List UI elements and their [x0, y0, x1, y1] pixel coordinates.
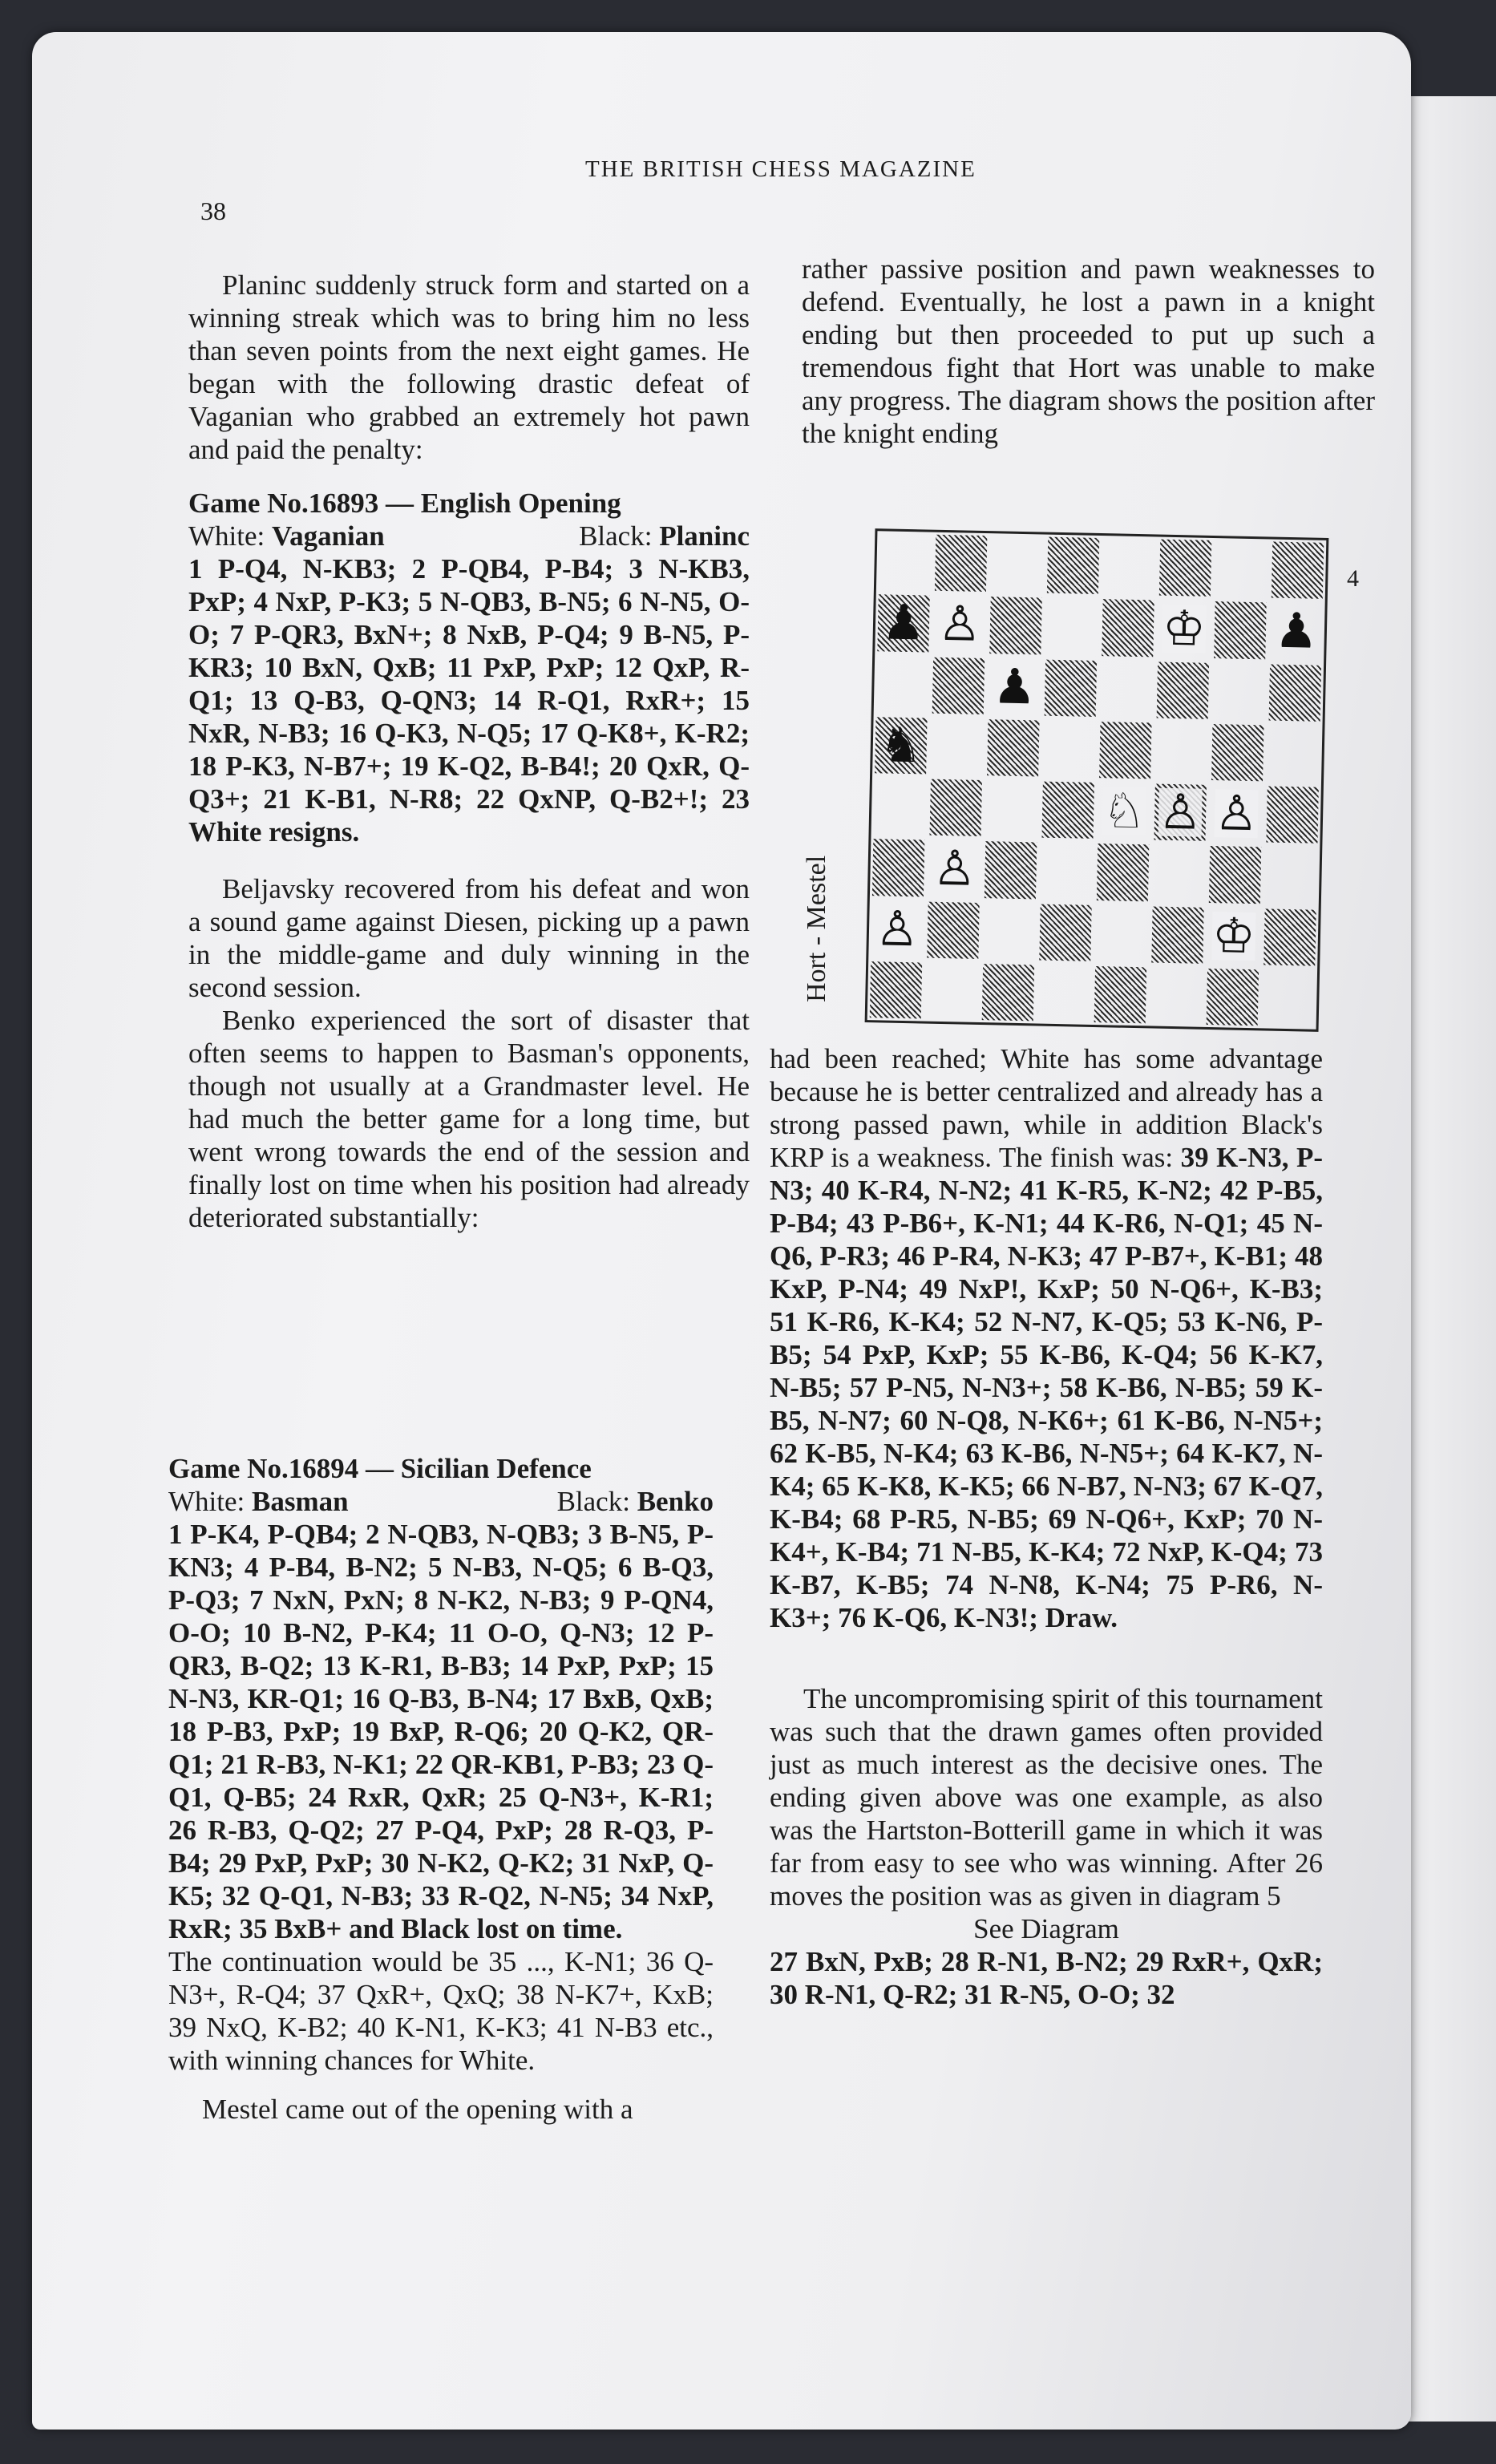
black-pawn-icon: ♟: [881, 594, 926, 652]
left-column-lower: [168, 1431, 714, 2126]
board-square: [1148, 965, 1206, 1027]
board-square: [983, 778, 1041, 840]
game-16893: [188, 487, 750, 848]
board-square: [1205, 904, 1263, 967]
white-knight-icon: ♘: [1102, 783, 1146, 840]
board-square: [1265, 722, 1323, 785]
white-pawn-icon: ♙: [1158, 783, 1203, 841]
board-square: [1263, 845, 1320, 908]
advantage-paragraph: had been reached; White has some advantage because he is better centralized and already has a strong passed pawn, while in addition Black's KRP is a weakness. The finish was: 39 K-N3, P-N3; 40 K-R4, N-N2; 41 K-R5, K-N2; 42 P-B5, P-B4; 43 P-B6+, K-N1; 44 K-R6, N-Q1; 45 N-Q6, P-R3; 46 P-R4, N-K3; 47 P-B7+, K-B1; 48 KxP, P-N4; 49 NxP!, KxP; 50 N-Q6+, K-B3; 51 K-R6, K-K4; 52 N-N7, K-Q5; 53 K-N6, P-B5; 54 PxP, KxP; 55 K-B6, K-Q4; 56 K-K7, N-B5; 57 P-N5, N-N3+; 58 K-B6, N-B5; 59 K-B5, N-N7; 60 N-Q8, N-K6+; 61 K-B6, N-N5+; 62 K-B5, N-K4; 63 K-B6, N-N5+; 64 K-K7, N-K4; 65 K-K8, K-K5; 66 N-B7, N-N3; 67 K-Q7, K-B4; 68 P-R5, N-B5; 69 N-Q6+, KxP; 70 N-K4+, K-B4; 71 N-B5, K-K4; 72 NxP, K-Q4; 73 K-B7, K-B5; 74 N-N8, K-N4; 75 P-R6, N-K3+; 76 K-Q6, K-N3!; Draw.: [770, 1043, 1323, 1633]
black-pawn-icon: ♟: [992, 657, 1037, 716]
white-pawn-icon: ♙: [937, 596, 982, 653]
board-square: [980, 900, 1038, 963]
white-king-icon: ♔: [1162, 601, 1207, 658]
board-square: [986, 656, 1044, 718]
board-square: [1095, 780, 1153, 843]
see-diagram-label: See Diagram: [973, 1913, 1119, 1944]
board-square: [1268, 601, 1325, 663]
board-square: [989, 597, 1041, 654]
board-square: [1211, 660, 1268, 722]
board-square: [1041, 782, 1094, 840]
board-square: [1213, 538, 1271, 601]
right-column-lower: [770, 1042, 1323, 2011]
mestel-paragraph: Mestel came out of the opening with a: [202, 2094, 633, 2125]
board-square: [1047, 537, 1099, 595]
white-king-icon: ♔: [1211, 907, 1256, 965]
left-column: [188, 269, 750, 1234]
board-square: [1154, 784, 1206, 842]
hartston-moves: 27 BxN, PxB; 28 R-N1, B-N2; 29 RxR+, QxR; 30 R-N1, Q-R2; 31 R-N5, O-O; 32: [770, 1946, 1323, 2010]
black-player: Black: Planinc: [579, 520, 750, 552]
board-square: [1153, 720, 1211, 783]
game-moves: 1 P-Q4, N-KB3; 2 P-QB4, P-B4; 3 N-KB3, PxP; 4 NxP, P-K3; 5 N-QB3, B-N5; 6 N-N5, O-O; 7 P-QR3, BxN+; 8 NxB, P-Q4; 9 B-N5, P-KR3; 10 BxN, QxB; 11 PxP, PxP; 12 QxP, R-Q1; 13 Q-B3, Q-QN3; 14 R-Q1, RxR+; 15 NxR, N-B3; 16 Q-K3, N-Q5; 17 Q-K8+, K-R2; 18 P-K3, N-B7+; 19 K-Q2, B-B4!; 20 QxR, Q-Q3+; 21 K-B1, N-R8; 22 QxNP, Q-B2+!; 23 White resigns.: [188, 553, 750, 848]
board-square: [1264, 908, 1316, 966]
board-square: [928, 715, 986, 778]
board-square: [931, 593, 989, 656]
board-square: [987, 719, 1039, 777]
board-square: [1207, 783, 1265, 845]
board-square: [1036, 962, 1094, 1025]
board-square: [874, 653, 932, 716]
board-square: [877, 594, 929, 652]
board-square: [1207, 969, 1259, 1026]
board-square: [871, 775, 928, 838]
game-16894: [168, 1452, 714, 2077]
black-pawn-icon: ♟: [1274, 602, 1319, 661]
diagram-caption: Hort - Mestel: [802, 855, 831, 1002]
board-square: [989, 533, 1046, 596]
intro-paragraph: Planinc suddenly struck form and started on a winning streak which was to bring him no less than seven points from the next eight games. He began with the following drastic defeat of Vaganian who grabbed an extremely hot pawn and paid the penalty:: [188, 269, 750, 465]
board-square: [868, 898, 926, 961]
board-square: [1097, 844, 1149, 901]
game-title: Game No.16894 — Sicilian Defence: [168, 1453, 592, 1484]
board-square: [1041, 718, 1098, 780]
diagram-number: 4: [1347, 565, 1359, 592]
players-line: [188, 520, 750, 552]
page-number: 38: [200, 196, 226, 225]
board-square: [982, 964, 1034, 1022]
benko-paragraph: Benko experienced the sort of disaster that often seems to happen to Basman's opponents, though not usually at a Grandmaster level. He had much the better game for a long time, but went wrong towards the end of the session and finally lost on time when his position had already deteriorated substantially:: [188, 1005, 750, 1233]
board-square: [1260, 967, 1318, 1030]
board-square: [926, 838, 984, 900]
players-line: [168, 1485, 714, 1518]
board-square: [1266, 786, 1318, 844]
board-square: [1039, 904, 1091, 961]
white-pawn-icon: ♙: [932, 840, 977, 898]
game-moves: 1 P-K4, P-QB4; 2 N-QB3, N-QB3; 3 B-N5, P-KN3; 4 P-B4, B-N2; 5 N-B3, N-Q5; 6 B-Q3, P-Q3; 7 NxN, PxN; 8 N-K2, N-B3; 9 P-QN4, O-O; 10 B-N2, P-K4; 11 O-O, Q-N3; 12 P-QR3, B-Q2; 13 K-R1, B-B3; 14 PxP, PxP; 15 N-N3, KR-Q1; 16 Q-B3, B-N4; 17 BxB, QxB; 18 P-B3, PxP; 19 BxP, R-Q6; 20 Q-K2, QR-Q1; 21 R-B3, N-K1; 22 QR-KB1, P-B3; 23 Q-Q1, Q-B5; 24 RxR, QxR; 25 Q-N3+, K-R1; 26 R-B3, Q-Q2; 27 P-Q4, PxP; 28 R-Q3, P-B4; 29 PxP, PxP; 30 N-K2, Q-K2; 31 NxP, Q-K5; 32 Q-Q1, N-B3; 33 R-Q2, N-N5; 34 NxP, RxR; 35 BxB+ and Black lost on time.: [168, 1519, 714, 1944]
beljavsky-paragraph: Beljavsky recovered from his defeat and won a sound game against Diesen, picking up a pawn in the middle-game and duly winning in the second session.: [188, 873, 750, 1003]
black-player: Black: Benko: [556, 1486, 714, 1517]
board-square: [927, 901, 979, 959]
board-square: [1098, 658, 1156, 721]
board-square: [1101, 536, 1158, 598]
white-player: White: Vaganian: [188, 520, 385, 552]
game-continuation: The continuation would be 35 ..., K-N1; 36 Q-N3+, R-Q4; 37 QxR+, QxQ; 38 N-K7+, KxB; 39 NxQ, K-B2; 40 K-N1, K-K3; 41 N-B3 etc., with winning chances for White.: [168, 1946, 714, 2076]
white-player: White: Basman: [168, 1486, 349, 1517]
white-pawn-icon: ♙: [875, 900, 920, 958]
board-square: [1214, 601, 1266, 659]
board-square: [1269, 664, 1321, 722]
board-square: [985, 841, 1037, 899]
board-square: [1209, 846, 1261, 904]
white-pawn-icon: ♙: [1214, 785, 1259, 843]
board-square: [1150, 843, 1208, 905]
board-square: [1093, 902, 1150, 965]
board-square: [924, 960, 981, 1022]
board-square: [932, 657, 985, 714]
board-square: [876, 531, 934, 593]
board-square: [930, 779, 982, 837]
board-square: [1151, 906, 1203, 964]
chess-diagram: [865, 528, 1329, 1032]
right-column: [802, 253, 1375, 450]
board-square: [1045, 659, 1097, 717]
board-square: [1272, 542, 1324, 600]
board-square: [935, 535, 987, 593]
board-square: [872, 839, 924, 896]
board-square: [1043, 596, 1101, 658]
board-square: [1159, 540, 1211, 597]
board-square: [1155, 598, 1213, 661]
passive-position-paragraph: rather passive position and pawn weaknesses to defend. Eventually, he lost a pawn in a knight ending but then proceeded to put up such a tremendous fight that Hort was unable to make any progress. The diagram shows the position after the knight ending: [802, 253, 1375, 449]
uncompromising-paragraph: The uncompromising spirit of this tournament was such that the drawn games often provided just as much interest as the decisive ones. The ending given above was one example, as also was the Hartston-Botterill game in which it was far from easy to see who was winning. After 26 moves the position was as given in diagram 5: [770, 1683, 1323, 1912]
board-square: [1102, 599, 1154, 657]
game-title: Game No.16893 — English Opening: [188, 488, 621, 519]
board-square: [1157, 662, 1209, 719]
running-head: THE BRITISH CHESS MAGAZINE: [585, 156, 976, 182]
finish-moves: 39 K-N3, P-N3; 40 K-R4, N-N2; 41 K-R5, K-N2; 42 P-B5, P-B4; 43 P-B6+, K-N1; 44 K-R6, N-Q1; 45 N-Q6, P-R3; 46 P-R4, N-K3; 47 P-B7+, K-B1; 48 KxP, P-N4; 49 NxP!, KxP; 50 N-Q6+, K-B3; 51 K-R6, K-K4; 52 N-N7, K-Q5; 53 K-N6, P-B5; 54 PxP, KxP; 55 K-B6, K-Q4; 56 K-K7, N-B5; 57 P-N5, N-N3+; 58 K-B6, N-B5; 59 K-B5, N-N7; 60 N-Q8, N-K6+; 61 K-B6, N-N5+; 62 K-B5, N-K4; 63 K-B6, N-N5+; 64 K-K7, N-K4; 65 K-K8, K-K5; 66 N-B7, N-N3; 67 K-Q7, K-B4; 68 P-R5, N-B5; 69 N-Q6+, KxP; 70 N-K4+, K-B4; 71 N-B5, K-K4; 72 NxP, K-Q4; 73 K-B7, K-B5; 74 N-N8, K-N4; 75 P-R6, N-K3+; 76 K-Q6, K-N3!; Draw.: [770, 1142, 1323, 1633]
black-knight-icon: ♞: [879, 717, 924, 775]
board-square: [875, 717, 927, 775]
board-square: [1099, 722, 1151, 779]
board-square: [1211, 724, 1264, 782]
board-square: [1038, 840, 1096, 903]
board-square: [1094, 966, 1146, 1024]
board-square: [870, 961, 922, 1019]
